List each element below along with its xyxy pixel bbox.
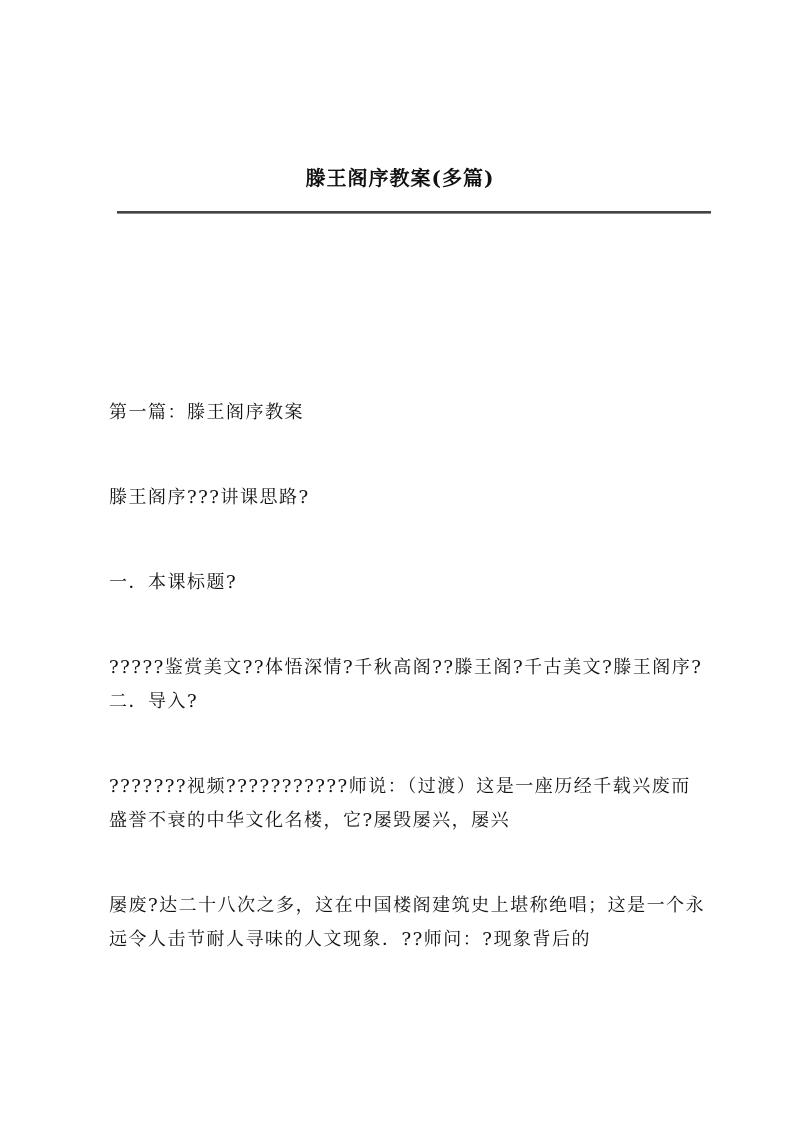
paragraph-lesson-plan-title: 滕王阁序???讲课思路?	[109, 487, 310, 508]
document-body	[109, 396, 709, 1008]
document-title: 滕王阁序教案(多篇)	[305, 166, 495, 190]
paragraph-introduction: ???????视频???????????师说：（过渡）这是一座历经千载兴废而盛誉不衰的中华文化名楼，它?屡毁屡兴，屡兴	[109, 776, 691, 831]
title-divider	[117, 211, 711, 214]
paragraph-history: 屡废?达二十八次之多，这在中国楼阁建筑史上堪称绝唱；这是一个永远令人击节耐人寻味的人文现象．??师问：?现象背后的	[109, 895, 706, 950]
paragraph-section-one: 一．本课标题?	[109, 572, 238, 593]
paragraph-lesson-titles: ?????鉴赏美文??体悟深情?千秋高阁??滕王阁?千古美文?滕王阁序?二．导入?	[109, 657, 703, 712]
paragraph-chapter-heading: 第一篇：滕王阁序教案	[109, 402, 304, 423]
